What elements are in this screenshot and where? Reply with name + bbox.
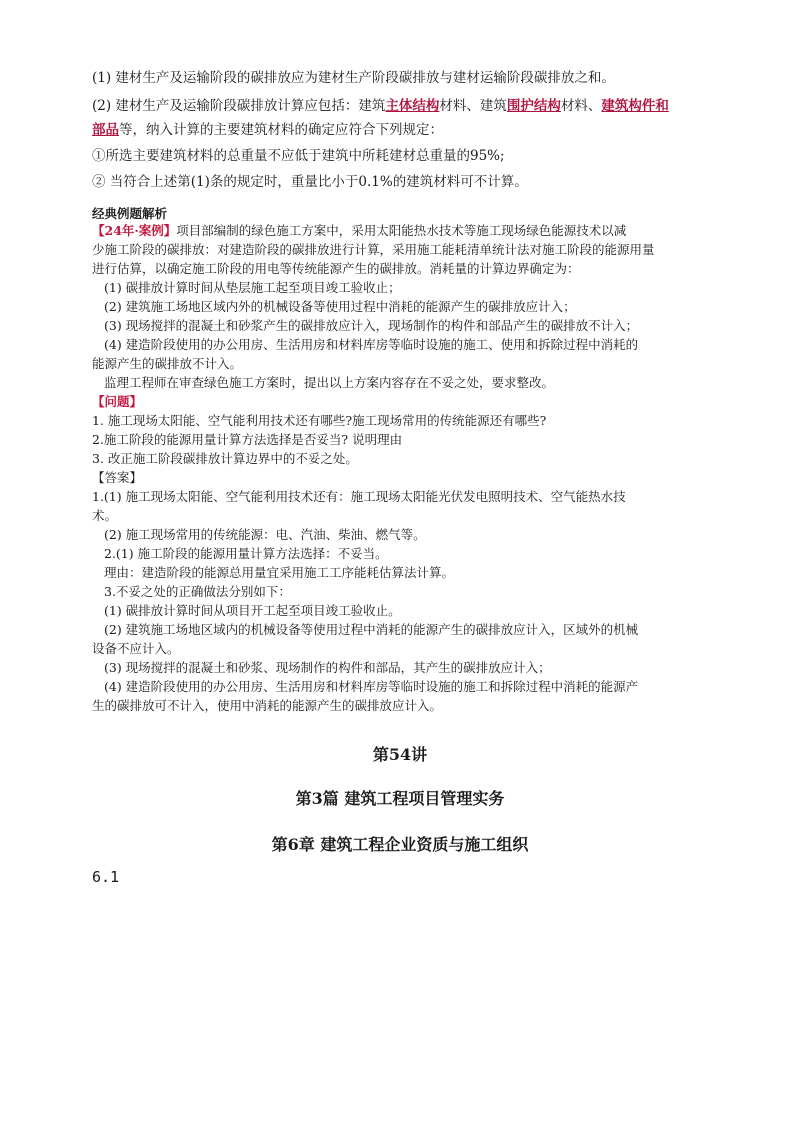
highlight-parts: 部品 — [92, 122, 119, 138]
supervisor-note: 监理工程师在审查绿色施工方案时，提出以上方案内容存在不妥之处，要求整改。 — [104, 375, 555, 390]
section-number: 6.1 — [92, 868, 120, 886]
chapter-title: 第6章 建筑工程企业资质与施工组织 — [271, 835, 529, 854]
question-3: 3. 改正施工阶段碳排放计算边界中的不妥之处。 — [92, 451, 358, 466]
rule-2-text-c: 材料、 — [560, 98, 602, 114]
answer-2b: 理由：建造阶段的能源总用量宜采用施工工序能耗估算法计算。 — [104, 565, 455, 580]
highlight-main-structure: 主体结构 — [385, 98, 440, 114]
example-intro-text-1: 项目部编制的绿色施工方案中，采用太阳能热水技术等施工现场绿色能源技术以减 — [176, 223, 627, 238]
answer-tag: 【答案】 — [92, 470, 143, 485]
example-intro-1 — [92, 221, 626, 241]
answer-3-4: (4) 建造阶段使用的办公用房、生活用房和材料库房等临时设施的施工和拆除过程中消耗的能源产 — [104, 679, 639, 694]
rule-2-text-a: (2) 建材生产及运输阶段碳排放计算应包括：建筑 — [92, 98, 386, 114]
lecture-title: 第54讲 — [372, 745, 428, 764]
highlight-envelope-structure: 围护结构 — [506, 98, 561, 114]
boundary-3: (3) 现场搅拌的混凝土和砂浆产生的碳排放应计入，现场制作的构件和部品产生的碳排放不计入； — [104, 318, 639, 333]
rule-2-item-1: ①所选主要建筑材料的总重量不应低于建筑中所耗建材总重量的95%; — [92, 148, 505, 164]
answer-3-3: (3) 现场搅拌的混凝土和砂浆、现场制作的构件和部品，其产生的碳排放应计入； — [104, 660, 551, 675]
rule-1: (1) 建材生产及运输阶段的碳排放应为建材生产阶段碳排放与建材运输阶段碳排放之和。 — [92, 70, 615, 86]
boundary-4-cont: 能源产生的碳排放不计入。 — [92, 356, 243, 371]
question-2: 2.施工阶段的能源用量计算方法选择是否妥当? 说明理由 — [92, 432, 403, 447]
answer-3-2: (2) 建筑施工场地区域内的机械设备等使用过程中消耗的能源产生的碳排放应计入，区域外的机械 — [104, 622, 639, 637]
rule-2 — [92, 96, 669, 116]
boundary-4: (4) 建造阶段使用的办公用房、生活用房和材料库房等临时设施的施工、使用和拆除过程中消耗的 — [104, 337, 639, 352]
answer-3-2-cont: 设备不应计入。 — [92, 641, 180, 656]
answer-3: 3.不妥之处的正确做法分别如下： — [104, 584, 291, 599]
answer-1a-cont: 术。 — [92, 508, 118, 523]
answer-1b: (2) 施工现场常用的传统能源：电、汽油、柴油、燃气等。 — [104, 527, 426, 542]
question-tag: 【问题】 — [92, 394, 143, 409]
highlight-components: 建筑构件和 — [601, 98, 669, 114]
example-intro-3: 进行估算，以确定施工阶段的用电等传统能源产生的碳排放。消耗量的计算边界确定为： — [92, 261, 580, 276]
example-heading: 经典例题解析 — [92, 206, 168, 221]
answer-1a: 1.(1) 施工现场太阳能、空气能利用技术还有：施工现场太阳能光伏发电照明技术、空气能热水技 — [92, 489, 626, 504]
part-title: 第3篇 建筑工程项目管理实务 — [295, 789, 505, 808]
rule-2-text-d: 等，纳入计算的主要建筑材料的确定应符合下列规定： — [119, 122, 443, 138]
rule-2-cont — [92, 120, 443, 140]
answer-2a: 2.(1) 施工阶段的能源用量计算方法选择：不妥当。 — [104, 546, 388, 561]
boundary-1: (1) 碳排放计算时间从垫层施工起至项目竣工验收止； — [104, 280, 401, 295]
boundary-2: (2) 建筑施工场地区域内外的机械设备等使用过程中消耗的能源产生的碳排放应计入； — [104, 299, 576, 314]
answer-3-1: (1) 碳排放计算时间从项目开工起至项目竣工验收止。 — [104, 603, 401, 618]
example-tag: 【24年·案例】 — [92, 223, 177, 238]
rule-2-text-b: 材料、建筑 — [439, 98, 507, 114]
answer-3-4-cont: 生的碳排放可不计入，使用中消耗的能源产生的碳排放应计入。 — [92, 698, 443, 713]
question-1: 1. 施工现场太阳能、空气能利用技术还有哪些?施工现场常用的传统能源还有哪些? — [92, 413, 547, 428]
rule-2-item-2: ② 当符合上述第(1)条的规定时，重量比小于0.1%的建筑材料可不计算。 — [92, 174, 528, 190]
example-intro-2: 少施工阶段的碳排放：对建造阶段的碳排放进行计算，采用施工能耗清单统计法对施工阶段的能源用量 — [92, 242, 655, 257]
